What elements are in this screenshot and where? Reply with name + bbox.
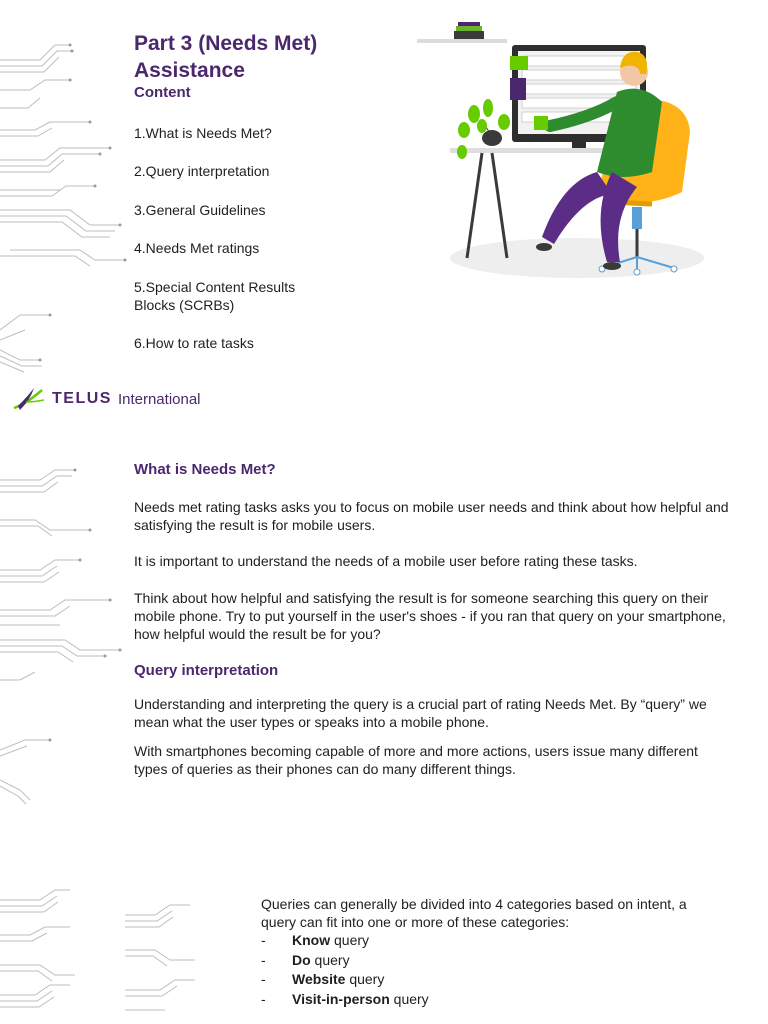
telus-international-logo [12,385,201,413]
logo-brand: TELUS [52,390,112,407]
circuit-decoration-bottom-left [0,885,80,1024]
toc-item: 6.How to rate tasks [134,335,254,351]
section-heading-needs-met: What is Needs Met? [134,461,276,478]
workspace-illustration [412,22,712,287]
list-item: - Know query [261,931,429,951]
category-suffix: query [330,932,370,948]
content-heading: Content [134,84,191,101]
toc-item: 5.Special Content Results Blocks (SCRBs) [134,279,296,313]
toc-item: 4.Needs Met ratings [134,240,260,256]
paragraph: It is important to understand the needs of a mobile user before rating these tasks. [134,553,638,569]
section-heading-query-interpretation: Query interpretation [134,662,279,679]
toc-item: 1.What is Needs Met? [134,125,272,141]
category-name: Know [292,932,331,948]
paragraph: Understanding and interpreting the query is a crucial part of rating Needs Met. By “query” we mean what the user types or speaks into a mobile phone. [134,696,707,730]
circuit-decoration-bottom-center [125,900,205,1024]
title-line-2: Assistance [134,59,245,82]
category-name: Do [292,951,311,968]
logo-suffix: International [117,390,201,408]
circuit-decoration-middle [0,460,130,810]
category-suffix: query [310,951,350,968]
title-line-1: Part 3 (Needs Met) [134,32,318,55]
category-suffix: query [389,990,429,1007]
category-name: Visit-in-person [292,990,390,1007]
toc-item: 2.Query interpretation [134,163,270,179]
categories-intro: Queries can generally be divided into 4 categories based on intent, a query can fit into one or more of these categories: [261,896,687,930]
telus-leaf-icon [12,386,46,412]
category-name: Website [292,971,346,987]
list-item: - Do query [261,951,429,971]
page-title [134,30,317,84]
paragraph: Think about how helpful and satisfying the result is for someone searching this query on their mobile phone. Try to put yourself in the user's shoes - if you ran that query on your smartphone, how helpful would the result be for you? [134,590,726,642]
list-item: - Visit-in-person query [261,990,429,1010]
category-suffix: query [345,971,385,987]
paragraph: With smartphones becoming capable of more and more actions, users issue many different types of queries as their phones can do many different things. [134,743,698,777]
list-item: - Website query [261,970,429,990]
paragraph: Needs met rating tasks asks you to focus on mobile user needs and think about how helpful and satisfying the result is for mobile users. [134,499,729,533]
toc-item: 3.General Guidelines [134,202,266,218]
query-categories-list [261,931,429,1009]
circuit-decoration-top [0,30,130,380]
